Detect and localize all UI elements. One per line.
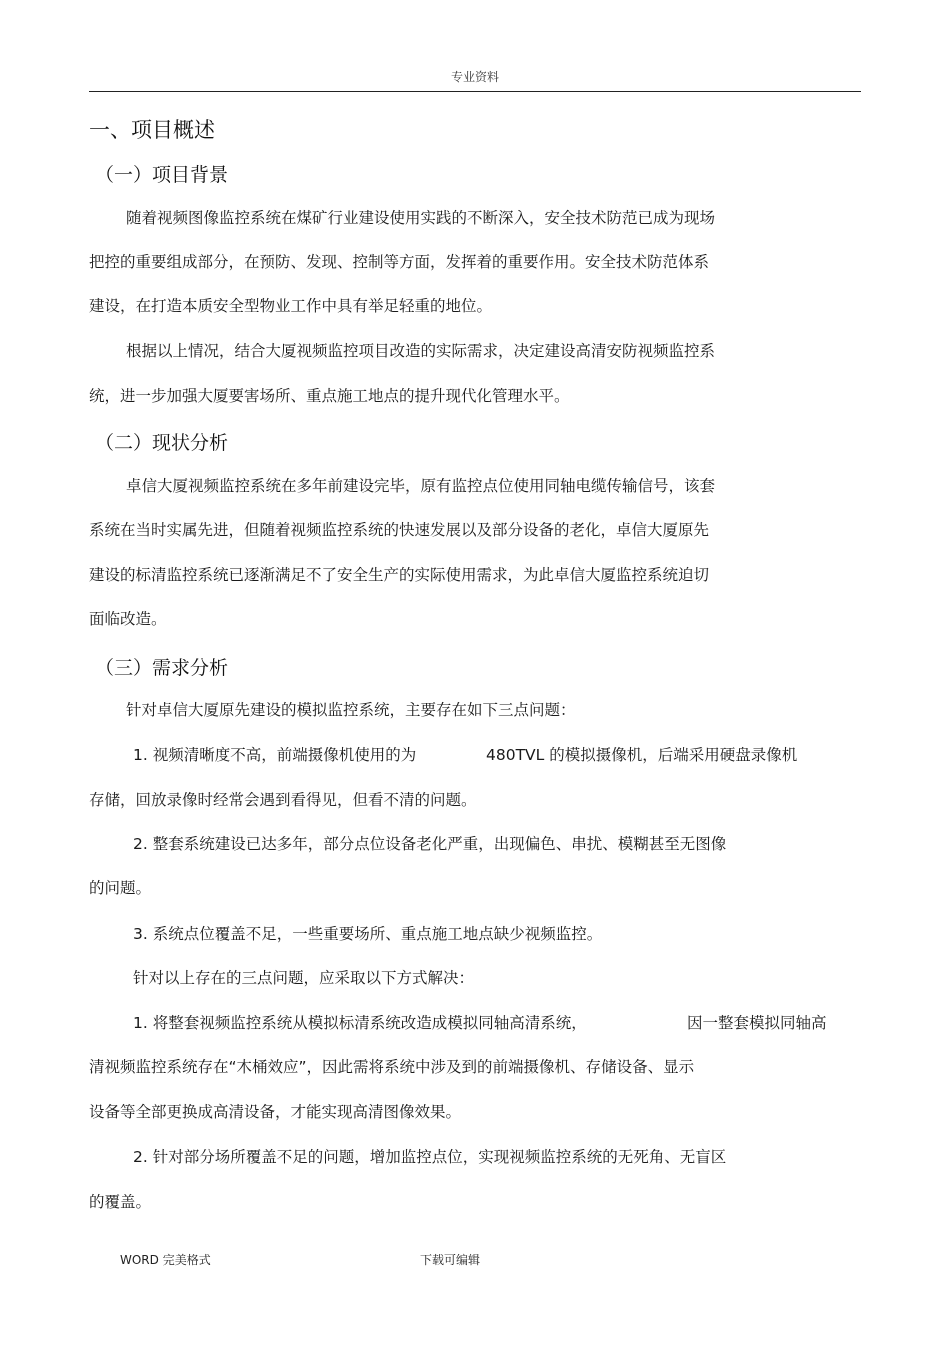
list-item-line: 存储，回放录像时经常会遇到看得见，但看不清的问题。 (89, 791, 477, 809)
footer-left: WORD 完美格式 (120, 1253, 211, 1267)
paragraph-line: 卓信大厦视频监控系统在多年前建设完毕，原有监控点位使用同轴电缆传输信号，该套 (126, 477, 716, 495)
page-header: 专业资料 (450, 70, 499, 84)
paragraph-line: 系统在当时实属先进，但随着视频监控系统的快速发展以及部分设备的老化，卓信大厦原先 (89, 521, 710, 539)
main-heading: 一、项目概述 (89, 118, 215, 142)
paragraph-line: 把控的重要组成部分，在预防、发现、控制等方面，发挥着的重要作用。安全技术防范体系 (89, 253, 710, 271)
section-title-status: （二）现状分析 (95, 432, 229, 454)
list-item-line: 2. 针对部分场所覆盖不足的问题，增加监控点位，实现视频监控系统的无死角、无盲区 (133, 1148, 727, 1166)
paragraph-line: 建设的标清监控系统已逐渐满足不了安全生产的实际使用需求，为此卓信大厦监控系统迫切 (89, 566, 710, 584)
paragraph-line: 根据以上情况，结合大厦视频监控项目改造的实际需求，决定建设高清安防视频监控系 (126, 342, 716, 360)
paragraph-line: 针对以上存在的三点问题，应采取以下方式解决： (133, 969, 475, 987)
paragraph-line: 建设，在打造本质安全型物业工作中具有举足轻重的地位。 (89, 297, 493, 315)
paragraph-line: 统，进一步加强大厦要害场所、重点施工地点的提升现代化管理水平。 (89, 387, 570, 405)
list-item-line: 1. 视频清晰度不高，前端摄像机使用的为 (133, 746, 417, 764)
section-title-background: （一）项目背景 (95, 164, 229, 186)
paragraph-line: 针对卓信大厦原先建设的模拟监控系统，主要存在如下三点问题： (126, 701, 576, 719)
list-item-line: 的覆盖。 (89, 1193, 152, 1211)
paragraph-line: 随着视频图像监控系统在煤矿行业建设使用实践的不断深入，安全技术防范已成为现场 (126, 209, 716, 227)
list-item-line: 设备等全部更换成高清设备，才能实现高清图像效果。 (89, 1103, 462, 1121)
list-item-line: 2. 整套系统建设已达多年，部分点位设备老化严重，出现偏色、串扰、模糊甚至无图像 (133, 835, 727, 853)
list-item-line: 480TVL 的模拟摄像机，后端采用硬盘录像机 (486, 746, 798, 764)
list-item-line: 清视频监控系统存在“木桶效应”，因此需将系统中涉及到的前端摄像机、存储设备、显示 (89, 1058, 695, 1076)
header-divider (89, 91, 861, 92)
list-item-line: 的问题。 (89, 879, 152, 897)
footer-right: 下载可编辑 (420, 1253, 481, 1267)
list-item-line: 3. 系统点位覆盖不足，一些重要场所、重点施工地点缺少视频监控。 (133, 925, 603, 943)
list-item-line: 1. 将整套视频监控系统从模拟标清系统改造成模拟同轴高清系统， (133, 1014, 587, 1032)
section-title-needs: （三）需求分析 (95, 657, 229, 679)
list-item-line: 因一整套模拟同轴高 (687, 1014, 827, 1032)
paragraph-line: 面临改造。 (89, 610, 167, 628)
